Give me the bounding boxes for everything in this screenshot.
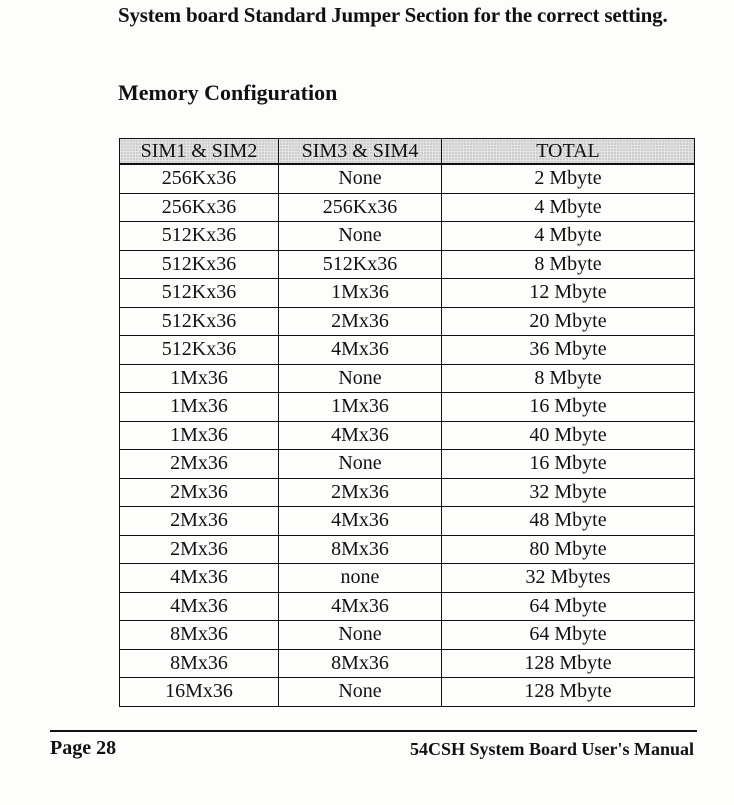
memory-configuration-table [119, 138, 695, 707]
cell-sim1-sim2: 2Mx36 [120, 450, 279, 479]
cell-sim3-sim4: 4Mx36 [279, 421, 442, 450]
cell-sim3-sim4: None [279, 621, 442, 650]
cell-sim3-sim4: 4Mx36 [279, 336, 442, 365]
cell-total: 80 Mbyte [442, 535, 695, 564]
table-row [120, 535, 695, 564]
cell-sim3-sim4: 1Mx36 [279, 393, 442, 422]
cell-sim3-sim4: none [279, 564, 442, 593]
table-row [120, 222, 695, 251]
cell-sim1-sim2: 8Mx36 [120, 621, 279, 650]
cell-sim3-sim4: None [279, 222, 442, 251]
cell-sim1-sim2: 4Mx36 [120, 592, 279, 621]
cell-sim1-sim2: 2Mx36 [120, 535, 279, 564]
table-row [120, 621, 695, 650]
table-header-row [120, 139, 695, 165]
cell-total: 8 Mbyte [442, 364, 695, 393]
page-number: Page 28 [50, 737, 117, 759]
cell-sim3-sim4: 512Kx36 [279, 250, 442, 279]
cell-total: 48 Mbyte [442, 507, 695, 536]
cell-sim1-sim2: 16Mx36 [120, 678, 279, 707]
cell-sim3-sim4: None [279, 364, 442, 393]
cell-total: 128 Mbyte [442, 678, 695, 707]
cell-sim1-sim2: 512Kx36 [120, 250, 279, 279]
cell-total: 36 Mbyte [442, 336, 695, 365]
header-total: TOTAL [442, 139, 695, 165]
cell-sim3-sim4: 256Kx36 [279, 193, 442, 222]
cell-total: 20 Mbyte [442, 307, 695, 336]
intro-text: System board Standard Jumper Section for the correct setting. [118, 3, 668, 27]
table-row [120, 279, 695, 308]
cell-sim3-sim4: 8Mx36 [279, 649, 442, 678]
table-row [120, 193, 695, 222]
table-row [120, 507, 695, 536]
cell-sim1-sim2: 512Kx36 [120, 279, 279, 308]
cell-sim3-sim4: None [279, 678, 442, 707]
cell-total: 32 Mbyte [442, 478, 695, 507]
cell-sim1-sim2: 1Mx36 [120, 393, 279, 422]
table-row [120, 450, 695, 479]
cell-sim1-sim2: 1Mx36 [120, 421, 279, 450]
cell-sim1-sim2: 512Kx36 [120, 307, 279, 336]
table-row [120, 393, 695, 422]
table-row [120, 564, 695, 593]
cell-sim1-sim2: 256Kx36 [120, 193, 279, 222]
table-row [120, 336, 695, 365]
cell-total: 128 Mbyte [442, 649, 695, 678]
header-sim1-sim2: SIM1 & SIM2 [120, 139, 279, 165]
cell-sim3-sim4: None [279, 164, 442, 193]
cell-total: 64 Mbyte [442, 592, 695, 621]
cell-total: 64 Mbyte [442, 621, 695, 650]
section-title: Memory Configuration [118, 80, 338, 105]
manual-title: 54CSH System Board User's Manual [409, 739, 694, 759]
cell-total: 12 Mbyte [442, 279, 695, 308]
table-row [120, 250, 695, 279]
table-row [120, 164, 695, 193]
cell-total: 8 Mbyte [442, 250, 695, 279]
cell-sim1-sim2: 512Kx36 [120, 336, 279, 365]
cell-sim1-sim2: 4Mx36 [120, 564, 279, 593]
cell-total: 4 Mbyte [442, 222, 695, 251]
table-row [120, 678, 695, 707]
cell-total: 32 Mbytes [442, 564, 695, 593]
cell-total: 40 Mbyte [442, 421, 695, 450]
cell-total: 4 Mbyte [442, 193, 695, 222]
cell-total: 16 Mbyte [442, 450, 695, 479]
table-row [120, 307, 695, 336]
cell-sim1-sim2: 1Mx36 [120, 364, 279, 393]
cell-sim3-sim4: 1Mx36 [279, 279, 442, 308]
table-row [120, 364, 695, 393]
cell-sim1-sim2: 8Mx36 [120, 649, 279, 678]
cell-total: 16 Mbyte [442, 393, 695, 422]
table-row [120, 421, 695, 450]
cell-sim1-sim2: 2Mx36 [120, 478, 279, 507]
cell-sim1-sim2: 256Kx36 [120, 164, 279, 193]
cell-sim3-sim4: 2Mx36 [279, 478, 442, 507]
cell-sim3-sim4: 4Mx36 [279, 507, 442, 536]
table-row [120, 649, 695, 678]
footer-divider [50, 730, 697, 732]
header-sim3-sim4: SIM3 & SIM4 [279, 139, 442, 165]
cell-sim3-sim4: 4Mx36 [279, 592, 442, 621]
cell-sim1-sim2: 2Mx36 [120, 507, 279, 536]
cell-sim3-sim4: 2Mx36 [279, 307, 442, 336]
table-row [120, 478, 695, 507]
table-row [120, 592, 695, 621]
cell-sim3-sim4: None [279, 450, 442, 479]
cell-total: 2 Mbyte [442, 164, 695, 193]
cell-sim3-sim4: 8Mx36 [279, 535, 442, 564]
cell-sim1-sim2: 512Kx36 [120, 222, 279, 251]
